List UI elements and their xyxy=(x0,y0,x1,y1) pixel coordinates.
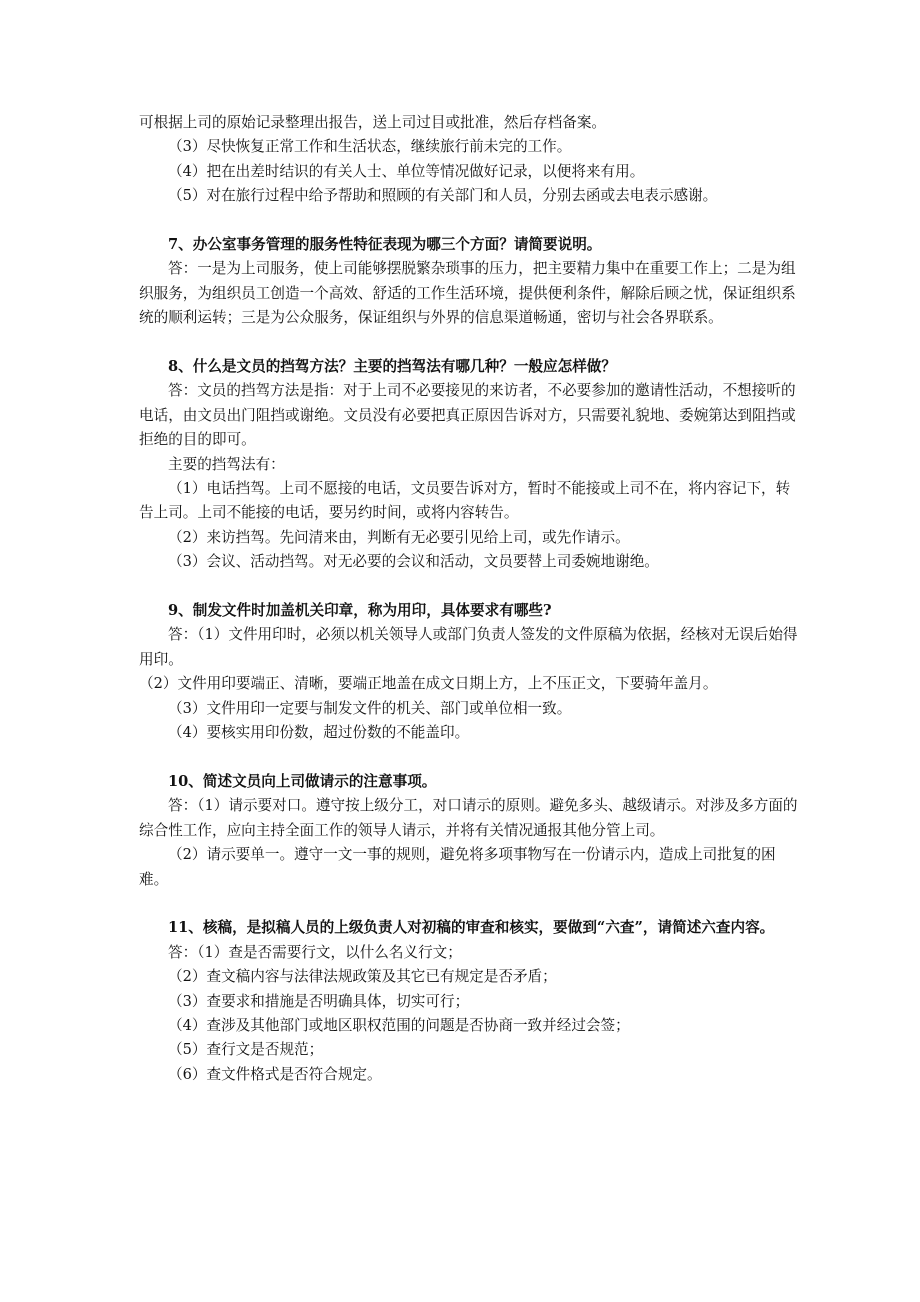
list-item: （3）会议、活动挡驾。对无必要的会议和活动，文员要替上司委婉地谢绝。 xyxy=(168,553,659,571)
question-9-answer: 答：（1）文件用印时，必须以机关领导人或部门负责人签发的文件原稿为依据，经核对无误后始得用印。 xyxy=(139,626,798,668)
list-item: （2）请示要单一。遵守一文一事的规则，避免将多项事物写在一份请示内，造成上司批复的困难。 xyxy=(139,846,776,888)
list-item: （1）电话挡驾。上司不愿接的电话，文员要告诉对方，暂时不能接或上司不在，将内容记下，转告上司。上司不能接的电话，要另约时间，或将内容转告。 xyxy=(139,480,791,522)
list-item: （5）对在旅行过程中给予帮助和照顾的有关部门和人员，分别去函或去电表示感谢。 xyxy=(168,187,718,205)
question-10-answer: 答：（1）请示要对口。遵守按上级分工，对口请示的原则。避免多头、越级请示。对涉及多方面的综合性工作，应向主持全面工作的领导人请示，并将有关情况通报其他分管上司。 xyxy=(139,797,798,839)
question-8-answer: 答：文员的挡驾方法是指：对于上司不必要接见的来访者，不必要参加的邀请性活动，不想接听的电话，由文员出门阻挡或谢绝。文员没有必要把真正原因告诉对方，只需要礼貌地、委婉第达到阻挡或拒绝的目的即可。 xyxy=(139,382,796,449)
list-item: （2）来访挡驾。先问清来由，判断有无必要引见给上司，或先作请示。 xyxy=(168,528,630,546)
question-8-title: 8、什么是文员的挡驾方法？主要的挡驾法有哪几种？一般应怎样做？ xyxy=(168,358,616,376)
list-item: （6）查文件格式是否符合规定。 xyxy=(168,1065,382,1083)
paragraph-continuation: 可根据上司的原始记录整理出报告，送上司过目或批准，然后存档备案。 xyxy=(139,114,607,131)
list-item: （4）把在出差时结识的有关人士、单位等情况做好记录，以便将来有用。 xyxy=(168,162,645,180)
question-7-answer: 答：一是为上司服务，使上司能够摆脱繁杂琐事的压力，把主要精力集中在重要工作上；二是为组织服务，为组织员工创造一个高效、舒适的工作生活环境，提供便利条件，解除后顾之忧，保证组织系统的顺利运转；三是为公众服务，保证组织与外界的信息渠道畅通，密切与社会各界联系。 xyxy=(139,260,796,327)
list-item: （3）查要求和措施是否明确具体，切实可行； xyxy=(168,992,470,1010)
list-item: （2）文件用印要端正、清晰，要端正地盖在成文日期上方，上不压正文，下要骑年盖月。 xyxy=(139,675,718,693)
question-7-title: 7、办公室事务管理的服务性特征表现为哪三个方面？请简要说明。 xyxy=(168,236,602,254)
list-item: （3）文件用印一定要与制发文件的机关、部门或单位相一致。 xyxy=(168,699,572,717)
list-item: （5）查行文是否规范； xyxy=(168,1041,324,1059)
question-10-title: 10、简述文员向上司做请示的注意事项。 xyxy=(168,772,437,790)
document-body xyxy=(139,111,799,1087)
question-11-answer: 答：（1）查是否需要行文，以什么名义行文； xyxy=(168,943,462,961)
question-9-title: 9、制发文件时加盖机关印章，称为用印，具体要求有哪些? xyxy=(168,602,552,620)
question-8-intro: 主要的挡驾法有： xyxy=(168,455,285,473)
list-item: （4）要核实用印份数，超过份数的不能盖印。 xyxy=(168,724,470,742)
list-item: （4）查涉及其他部门或地区职权范围的问题是否协商一致并经过会签； xyxy=(168,1016,630,1034)
list-item: （2）查文稿内容与法律法规政策及其它已有规定是否矛盾； xyxy=(168,968,557,986)
list-item: （3）尽快恢复正常工作和生活状态，继续旅行前未完的工作。 xyxy=(168,138,572,156)
question-11-title: 11、核稿，是拟稿人员的上级负责人对初稿的审查和核实，要做到“六查”，请简述六查内容。 xyxy=(168,919,775,937)
